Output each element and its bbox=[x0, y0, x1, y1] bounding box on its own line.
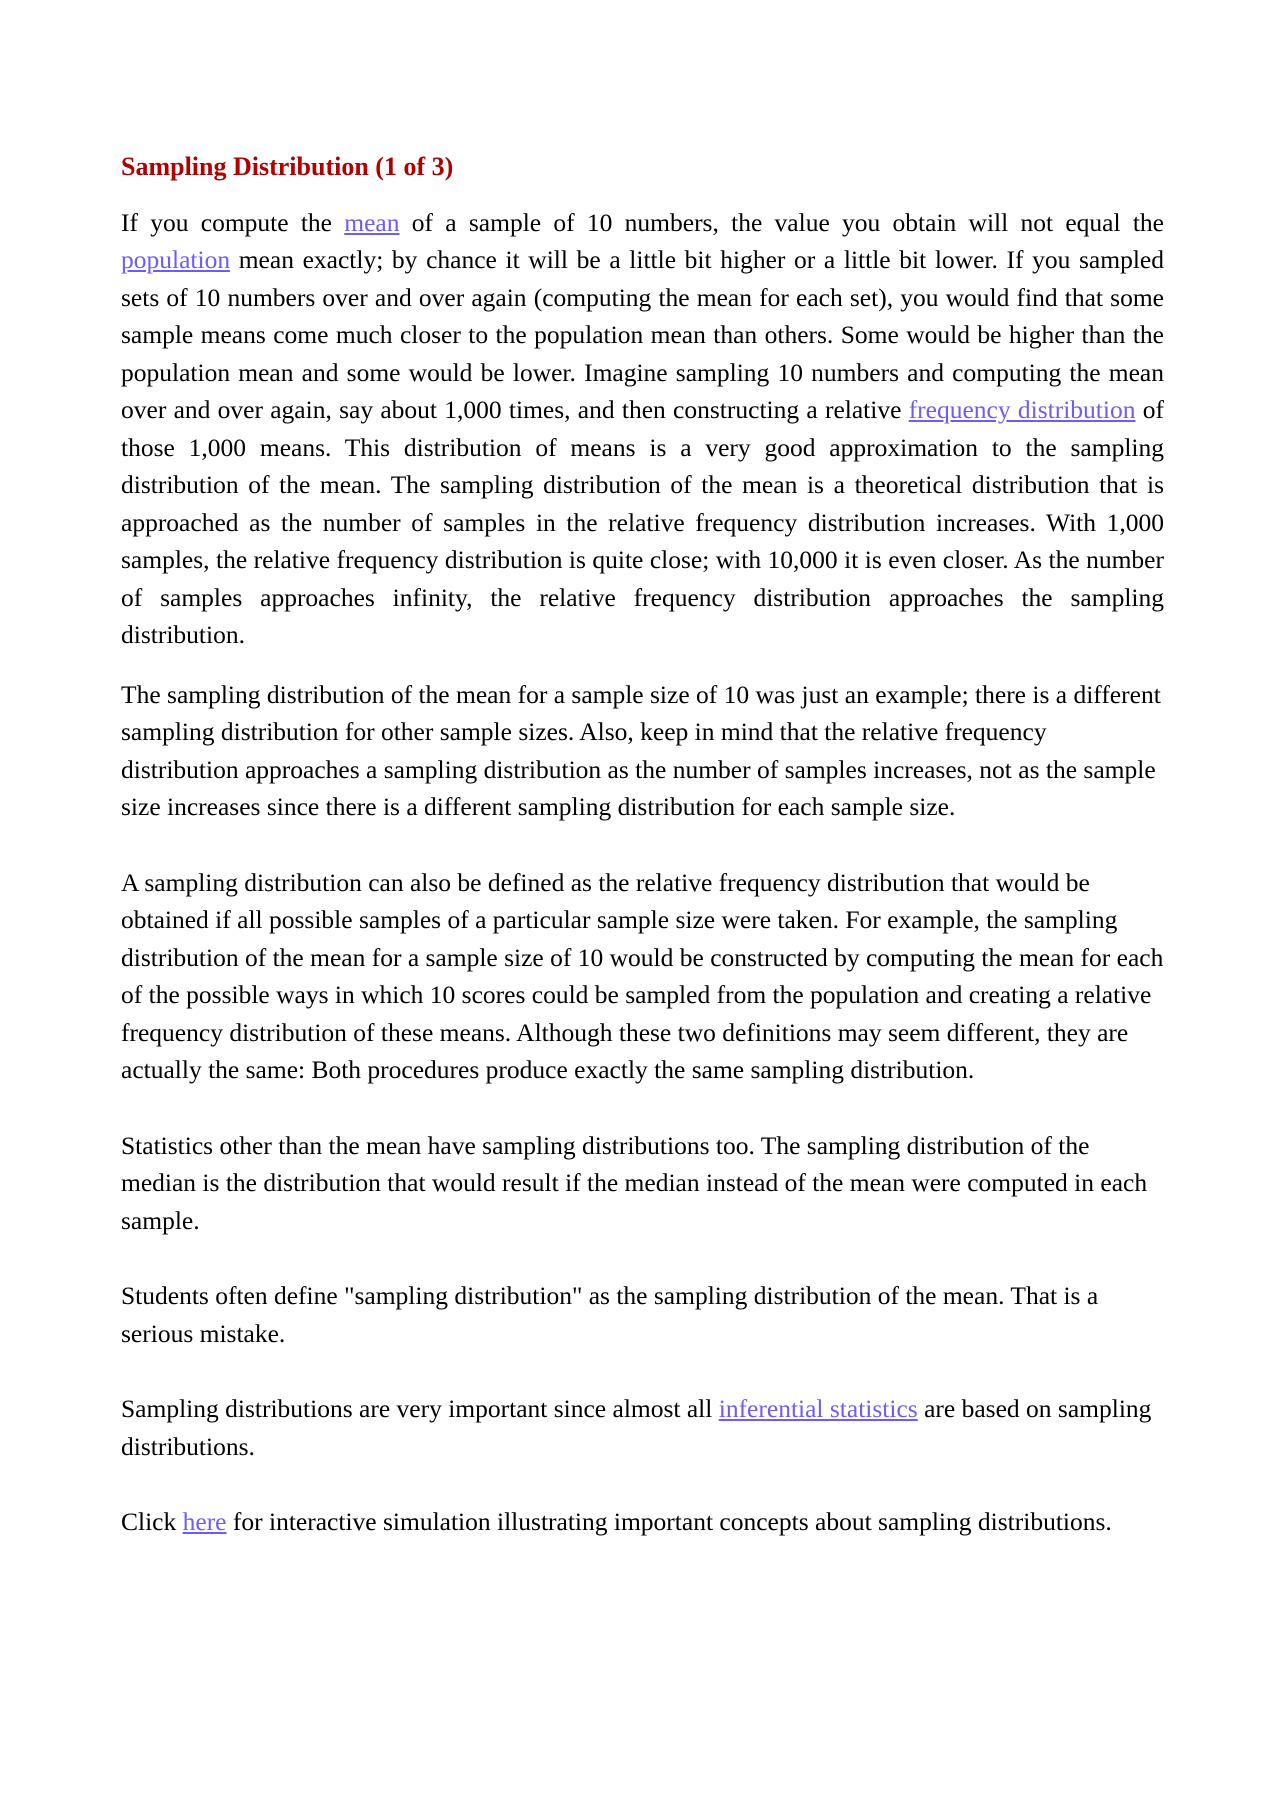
text-run: Click bbox=[121, 1507, 183, 1537]
paragraph-alternate-definition: A sampling distribution can also be defined as the relative frequency distribution that would be obtained if all possible samples of a particular sample size were taken. For example, the sampling distribution of the mean for a sample size of 10 would be constructed by computing the mean for each of the possible ways in which 10 scores could be sampled from the population and creating a relative frequency distribution of these means. Although these two definitions may seem different, they are actually the same: Both procedures produce exactly the same sampling distribution. bbox=[121, 867, 1164, 1085]
link-inferential-statistics[interactable]: inferential statistics bbox=[718, 1394, 918, 1424]
page-title: Sampling Distribution (1 of 3) bbox=[121, 152, 454, 181]
document-body bbox=[121, 150, 1164, 1541]
text-run: of a sample of 10 numbers, the value you obtain will not equal the bbox=[399, 207, 1164, 237]
text-run: for interactive simulation illustrating important concepts about sampling distributions. bbox=[226, 1507, 1112, 1537]
paragraph-simulation bbox=[121, 1503, 1164, 1541]
link-mean[interactable]: mean bbox=[344, 207, 400, 237]
link-population[interactable]: population bbox=[121, 245, 231, 275]
text-run: mean exactly; by chance it will be a little bit higher or a little bit lower. If you sampled sets of 10 numbers over and over again (computing the mean for each set), you would find that some sample means come much closer to the population mean than others. Some would be higher than the population mean and some would be lower. Imagine sampling 10 numbers and computing the mean over and over again, say about 1,000 times, and then constructing a relative bbox=[121, 245, 1164, 425]
text-run: of those 1,000 means. This distribution of means is a very good approximation to the sampling distribution of the mean. The sampling distribution of the mean is a theoretical distribution that is approached as the number of samples in the relative frequency distribution increases. With 1,000 samples, the relative frequency distribution is quite close; with 10,000 it is even closer. As the number of samples approaches infinity, the relative frequency distribution approaches the sampling distribution. bbox=[121, 395, 1164, 650]
paragraph-sample-sizes: The sampling distribution of the mean for a sample size of 10 was just an example; there is a different sampling distribution for other sample sizes. Also, keep in mind that the relative frequency distribution approaches a sampling distribution as the number of samples increases, not as the sample size increases since there is a different sampling distribution for each sample size. bbox=[121, 679, 1161, 822]
link-frequency-distribution[interactable]: frequency distribution bbox=[908, 395, 1136, 425]
paragraph-common-mistake: Students often define "sampling distribution" as the sampling distribution of the mean. That is a serious mistake. bbox=[121, 1281, 1099, 1348]
text-run: Sampling distributions are very important since almost all bbox=[121, 1394, 719, 1424]
paragraph-other-statistics: Statistics other than the mean have sampling distributions too. The sampling distribution of the median is the distribution that would result if the median instead of the mean were computed in each sample. bbox=[121, 1130, 1148, 1235]
paragraph-importance bbox=[121, 1390, 1164, 1465]
text-run: If you compute the bbox=[121, 207, 345, 237]
text-run: are based on sampling distributions. bbox=[121, 1394, 1152, 1461]
paragraph-sampling-intro bbox=[121, 204, 1164, 654]
link-here[interactable]: here bbox=[182, 1507, 227, 1537]
